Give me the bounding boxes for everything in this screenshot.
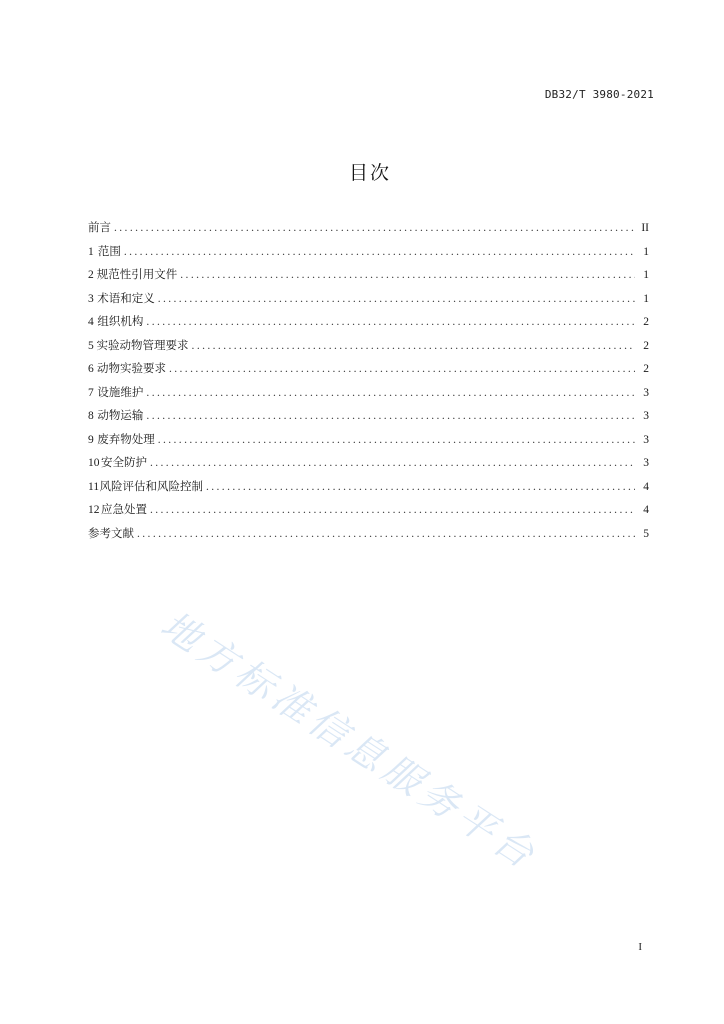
toc-entry-page: 3 (643, 410, 649, 422)
toc-entry-page: 3 (643, 433, 649, 446)
toc-entry-label: 废弃物处理 (97, 431, 155, 446)
toc-entry-11[interactable] (88, 478, 649, 502)
toc-entry-page: 2 (643, 339, 649, 352)
toc-entry-label: 动物运输 (97, 408, 144, 422)
toc-entry-page: 3 (643, 386, 649, 399)
toc-title: 目次 (348, 162, 391, 184)
toc-dot-leader (206, 481, 635, 493)
toc-entry-number: 12 (88, 504, 100, 516)
toc-entry-label: 实验动物管理要求 (96, 337, 189, 352)
watermark: 地方标准信息服务平台 (153, 602, 547, 880)
toc-entry-page: 3 (643, 457, 649, 469)
table-of-contents (88, 219, 649, 548)
toc-entry-number: 5 (88, 339, 94, 352)
toc-dot-leader (124, 246, 635, 258)
toc-dot-leader (146, 387, 635, 399)
toc-entry-page: 1 (643, 269, 649, 281)
toc-entry-9[interactable] (88, 431, 649, 455)
toc-entry-label: 设施维护 (97, 384, 144, 399)
toc-entry-number: 3 (88, 292, 94, 305)
toc-entry-label: 术语和定义 (97, 290, 155, 305)
toc-entry-1[interactable] (88, 243, 649, 267)
toc-entry-6[interactable] (88, 360, 649, 384)
toc-entry-label: 组织机构 (97, 314, 144, 328)
toc-entry-number: 6 (88, 363, 94, 375)
toc-entry-page: 4 (643, 504, 649, 516)
toc-entry-3[interactable] (88, 290, 649, 314)
toc-dot-leader (150, 504, 635, 516)
toc-entry-label: 范围 (97, 243, 121, 258)
toc-entry-label: 规范性引用文件 (96, 267, 178, 281)
toc-dot-leader (169, 363, 635, 375)
toc-entry-10[interactable] (88, 454, 649, 478)
toc-entry-number: 9 (88, 433, 94, 446)
toc-entry-12[interactable] (88, 501, 649, 525)
toc-entry-2[interactable] (88, 266, 649, 290)
toc-entry-label: 前言 (88, 220, 111, 234)
toc-dot-leader (180, 269, 635, 281)
toc-entry-foreword[interactable] (88, 219, 649, 243)
toc-dot-leader (158, 434, 635, 446)
toc-entry-page: 4 (643, 480, 649, 493)
toc-dot-leader (158, 293, 635, 305)
page-number: I (638, 941, 642, 953)
standard-code: DB32/T 3980-2021 (544, 88, 654, 101)
toc-entry-number: 2 (88, 269, 94, 281)
toc-entry-label: 应急处置 (100, 502, 147, 516)
toc-entry-label: 风险评估和风险控制 (99, 478, 203, 493)
toc-entry-page: II (641, 222, 649, 234)
toc-entry-5[interactable] (88, 337, 649, 361)
toc-dot-leader (146, 316, 635, 328)
toc-entry-page: 1 (643, 245, 649, 258)
toc-entry-number: 10 (88, 457, 100, 469)
toc-entry-number: 8 (88, 410, 94, 422)
toc-entry-number: 1 (88, 245, 94, 258)
toc-entry-number: 7 (88, 386, 94, 399)
toc-entry-label: 动物实验要求 (96, 361, 166, 375)
toc-entry-page: 5 (643, 527, 649, 540)
toc-dot-leader (137, 528, 635, 540)
toc-entry-label: 安全防护 (100, 455, 147, 469)
toc-dot-leader (150, 457, 635, 469)
toc-entry-4[interactable] (88, 313, 649, 337)
toc-entry-7[interactable] (88, 384, 649, 408)
toc-dot-leader (192, 340, 635, 352)
toc-entry-page: 2 (643, 316, 649, 328)
toc-entry-number: 11 (88, 480, 100, 493)
toc-entry-8[interactable] (88, 407, 649, 431)
toc-entry-page: 1 (643, 292, 649, 305)
toc-entry-number: 4 (88, 316, 94, 328)
toc-entry-page: 2 (643, 363, 649, 375)
toc-dot-leader (146, 410, 635, 422)
toc-entry-label: 参考文献 (88, 525, 134, 540)
toc-dot-leader (114, 222, 635, 234)
toc-entry-references[interactable] (88, 525, 649, 549)
